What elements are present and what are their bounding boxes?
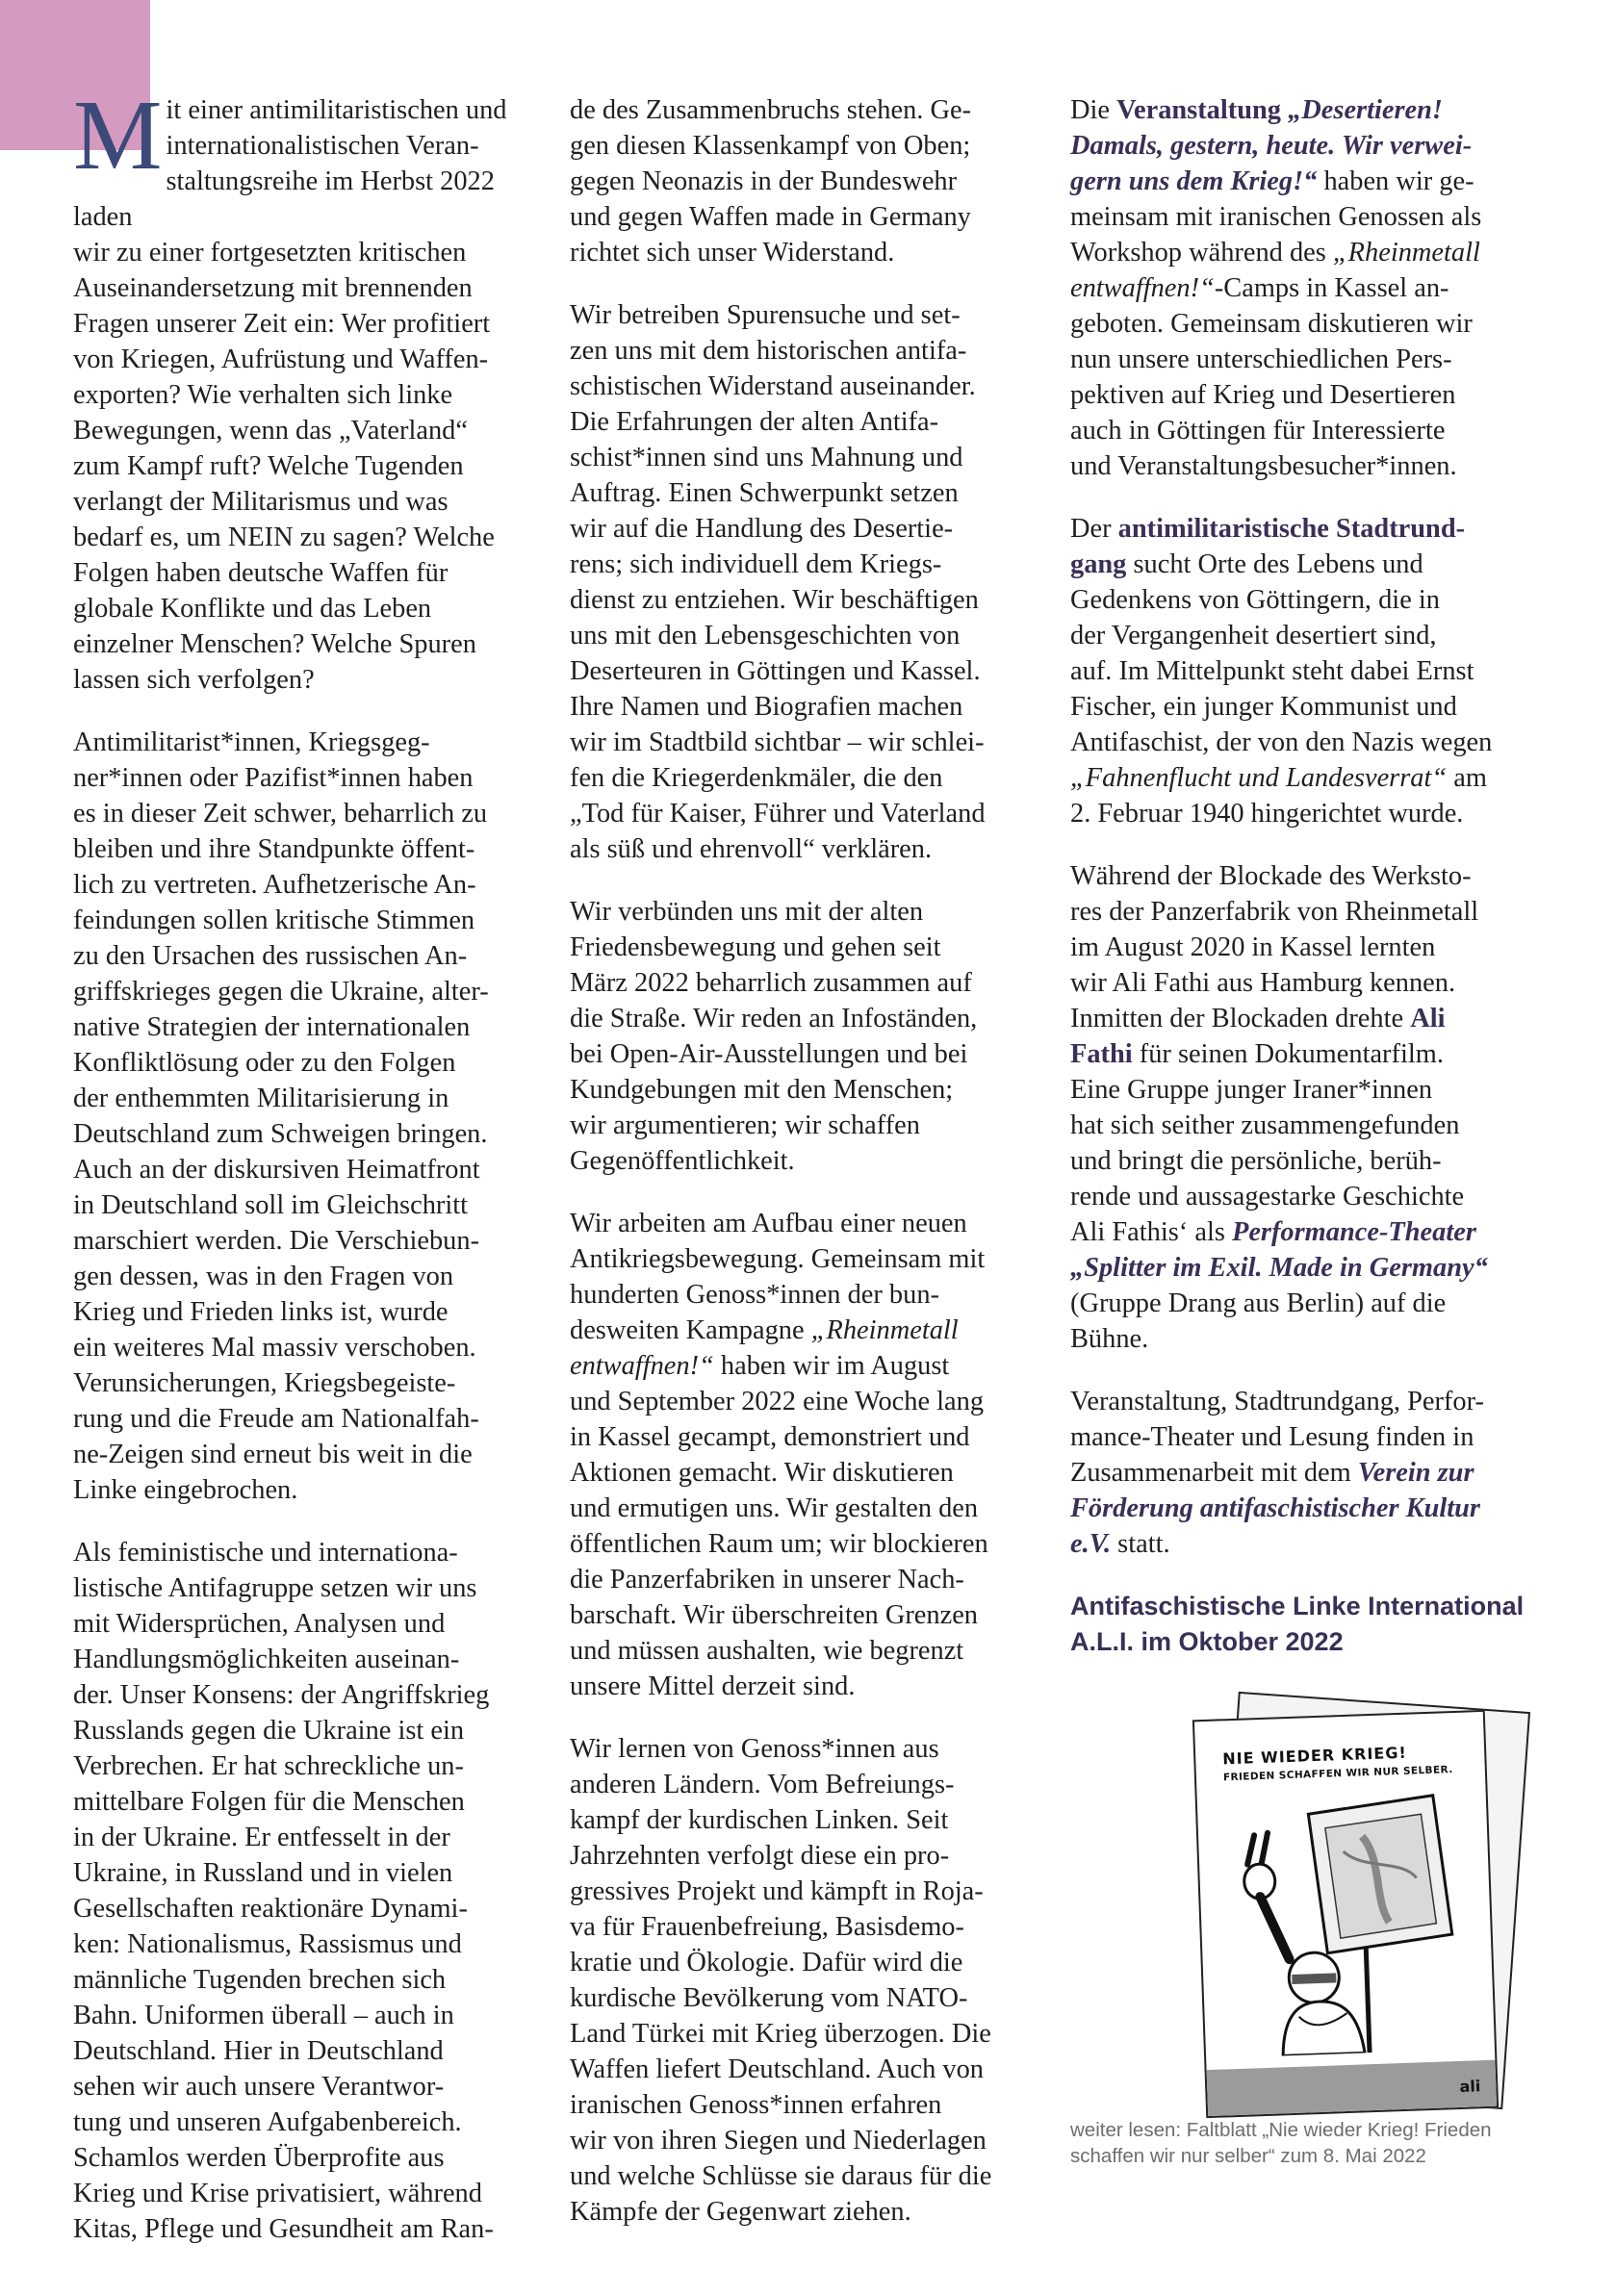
flyer-image [1186, 1694, 1532, 2117]
text-run: am 2. Februar 1940 hingerichtet wurde. [1070, 763, 1487, 829]
signature: Antifaschistische Linke International A.L.I. im Oktober 2022 [1070, 1592, 1525, 1656]
text-run: Während der Blockade des Werksto- res der Panzerfabrik von Rheinmetall im August 2020 in Kassel lernten wir Ali Fathi aus Hamburg kennen. Inmitten der Blockaden drehte [1070, 861, 1479, 1033]
quote: „Fahnenflucht und Landesverrat“ [1070, 763, 1448, 793]
text-run: -Camps in Kassel an- geboten. Gemeinsam diskutieren wir nun unsere unterschiedlichen Pers- pektiven auf Krieg und Desertieren auch in Göttingen für Interessierte und Veranstaltungsbesucher*innen. [1070, 273, 1473, 481]
drop-cap: M [73, 80, 163, 191]
text-run: Die [1070, 95, 1117, 125]
text-run: Veranstaltung, Stadtrundgang, Perfor- mance-Theater und Lesung finden in Zusammenarbeit mit dem [1070, 1387, 1484, 1488]
text-column-2 [570, 92, 1013, 2257]
intro-paragraph [73, 80, 516, 698]
paragraph [1070, 511, 1538, 831]
event-title: Performance-Theater „Splitter im Exil. Made in Germany“ [1070, 1217, 1488, 1283]
paragraph: Als feministische und internationa- listische Antifagruppe setzen wir uns mit Widersprüchen, Analysen und Handlungsmöglichkeiten auseinan- der. Unser Konsens: der Angriffskrieg Russlands gegen die Ukraine ist ein Verbrechen. Er hat schreckliche un- mittelbare Folgen für die Menschen in der Ukraine. Er entfesselt in der Ukraine, in Russland und in vielen Gesellschaften reaktionäre Dynami- ken: Nationalismus, Rassismus und männliche Tugenden brechen sich Bahn. Uniformen überall – auch in Deutschland. Hier in Deutschland sehen wir auch unsere Verantwor- tung und unseren Aufgabenbereich. Schamlos werden Überprofite aus Krieg und Krise privatisiert, während Kitas, Pflege und Gesundheit am Ran- [73, 1538, 494, 2244]
campaign-name: „Rheinmetall entwaffnen!“ [570, 1315, 959, 1381]
text-column-1 [73, 80, 516, 2274]
text-run: haben wir ge- meinsam mit iranischen Genossen als Workshop während des [1070, 166, 1482, 268]
paragraph: Antimilitarist*innen, Kriegsgeg- ner*innen oder Pazifist*innen haben es in dieser Zeit schwer, beharrlich zu bleiben und ihre Standpunkte öffent- lich zu vertreten. Aufhetzerische An- feindungen sollen kritische Stimmen zu den Ursachen des russischen An- griffskrieges gegen die Ukraine, alter- native Strategien der internationalen Konfliktlösung oder zu den Folgen der enthemmten Militarisierung in Deutschland zum Schweigen bringen. Auch an der diskursiven Heimatfront in Deutschland soll im Gleichschritt marschiert werden. Die Verschiebun- gen dessen, was in den Fragen von Krieg und Frieden links ist, wurde ein weiteres Mal massiv verschoben. Verunsicherungen, Kriegsbegeiste- rung und die Freude am Nationalfah- ne-Zeigen sind erneut bis weit in die Linke eingebrochen. [73, 727, 489, 1505]
paragraph: de des Zusammenbruchs stehen. Ge- gen diesen Klassenkampf von Oben; gegen Neonazis in der Bundeswehr und gegen Waffen made in Germany richtet sich unser Widerstand. [570, 95, 972, 268]
text-run: Der [1070, 514, 1118, 544]
text-run: statt. [1111, 1529, 1170, 1559]
ali-logo: ali [1459, 2077, 1481, 2096]
campaign-name: „Rheinmetall entwaffnen!“ [1070, 238, 1480, 303]
organisation-name: Verein zur Förderung antifaschistischer Kultur e.V. [1070, 1458, 1480, 1559]
flyer-footer-bar [1207, 2060, 1497, 2116]
text-run: (Gruppe Drang aus Berlin) auf die Bühne. [1070, 1288, 1447, 1354]
paragraph: Wir betreiben Spurensuche und set- zen uns mit dem historischen antifa- schistischen Widerstand auseinander. Die Erfahrungen der alten Antifa- schist*innen sind uns Mahnung und Auftrag. Einen Schwerpunkt setzen wir auf die Handlung des Desertie- rens; sich individuell dem Kriegs- dienst zu entziehen. Wir beschäftigen uns mit den Lebensgeschichten von Deserteuren in Göttingen und Kassel. Ihre Namen und Biografien machen wir im Stadtbild sichtbar – wir schlei- fen die Kriegerdenkmäler, die den „Tod für Kaiser, Führer und Vaterland als süß und ehrenvoll“ verklären. [570, 300, 986, 864]
text-run: für seinen Dokumentarfilm. Eine Gruppe junger Iraner*innen hat sich seither zusammengefunden und bringt die persönliche, berüh- rende und aussagestarke Geschichte Ali Fathis‘ als [1070, 1039, 1465, 1247]
event-label: Veranstaltung [1116, 95, 1289, 125]
paragraph [1070, 858, 1538, 1357]
paragraph [1070, 1384, 1538, 1562]
protester-illustration [1217, 1790, 1475, 2058]
image-caption: weiter lesen: Faltblatt „Nie wieder Krieg! Frieden schaffen wir nur selber“ zum 8. Mai 2022 [1070, 2119, 1492, 2167]
text-run: sucht Orte des Lebens und Gedenkens von Göttingern, die in der Vergangenheit desertiert sind, auf. Im Mittelpunkt steht dabei Ernst Fischer, ein junger Kommunist und Antifaschist, der von den Nazis wegen [1070, 549, 1493, 757]
paragraph [1070, 92, 1538, 484]
flyer-headline-block [1222, 1742, 1464, 1784]
event-title: „Desertieren! Damals, gestern, heute. Wir verwei- gern uns dem Krieg!“ [1070, 95, 1473, 196]
event-title: antimilitaristische Stadtrund- gang [1070, 514, 1466, 579]
intro-text: it einer antimilitaristischen und internationalistischen Veran- staltungsreihe im Herbst 2022 laden wir zu einer fortgesetzten kritischen Auseinandersetzung mit brennenden Fragen unserer Zeit ein: Wer profitiert von Kriegen, Aufrüstung und Waffen- exporten? Wie verhalten sich linke Bewegungen, wenn das „Vaterland“ zum Kampf ruft? Welche Tugenden verlangt der Militarismus und was bedarf es, um NEIN zu sagen? Welche Folgen haben deutsche Waffen für globale Konflikte und das Leben einzelner Menschen? Welche Spuren lassen sich verfolgen? [73, 95, 507, 695]
text-run: Wir arbeiten am Aufbau einer neuen Antikriegsbewegung. Gemeinsam mit hunderten Genoss*innen der bun- desweiten Kampagne [570, 1209, 986, 1345]
text-run: haben wir im August und September 2022 eine Woche lang in Kassel gecampt, demonstriert und Aktionen gemacht. Wir diskutieren und ermutigen uns. Wir gestalten den öffentlichen Raum um; wir blockieren die Panzerfabriken in unserer Nach- barschaft. Wir überschreiten Grenzen und müssen aushalten, wie begrenzt unsere Mittel derzeit sind. [570, 1351, 988, 1701]
text-column-3 [1070, 92, 1538, 1660]
person-name: Ali Fathi [1070, 1004, 1446, 1069]
paragraph: Wir verbünden uns mit der alten Friedensbewegung und gehen seit März 2022 beharrlich zusammen auf die Straße. Wir reden an Infoständen, bei Open-Air-Ausstellungen und bei Kundgebungen mit den Menschen; wir argumentieren; wir schaffen Gegenöffentlichkeit. [570, 897, 978, 1176]
flyer-headline: NIE WIEDER KRIEG! [1221, 1743, 1408, 1769]
paragraph [570, 1206, 1013, 1704]
flyer-subheadline: FRIEDEN SCHAFFEN WIR NUR SELBER. [1222, 1764, 1453, 1784]
paragraph: Wir lernen von Genoss*innen aus anderen Ländern. Vom Befreiungs- kampf der kurdischen Linken. Seit Jahrzehnten verfolgt diese ein pro- gressives Projekt und kämpft in Roja- va für Frauenbefreiung, Basisdemo- kratie und Ökologie. Dafür wird die kurdische Bevölkerung vom NATO- Land Türkei mit Krieg überzogen. Die Waffen liefert Deutschland. Auch von iranischen Genoss*innen erfahren wir von ihren Siegen und Niederlagen und welche Schlüsse sie daraus für die Kämpfe der Gegenwart ziehen. [570, 1734, 992, 2227]
flyer-front-page [1192, 1710, 1499, 2118]
